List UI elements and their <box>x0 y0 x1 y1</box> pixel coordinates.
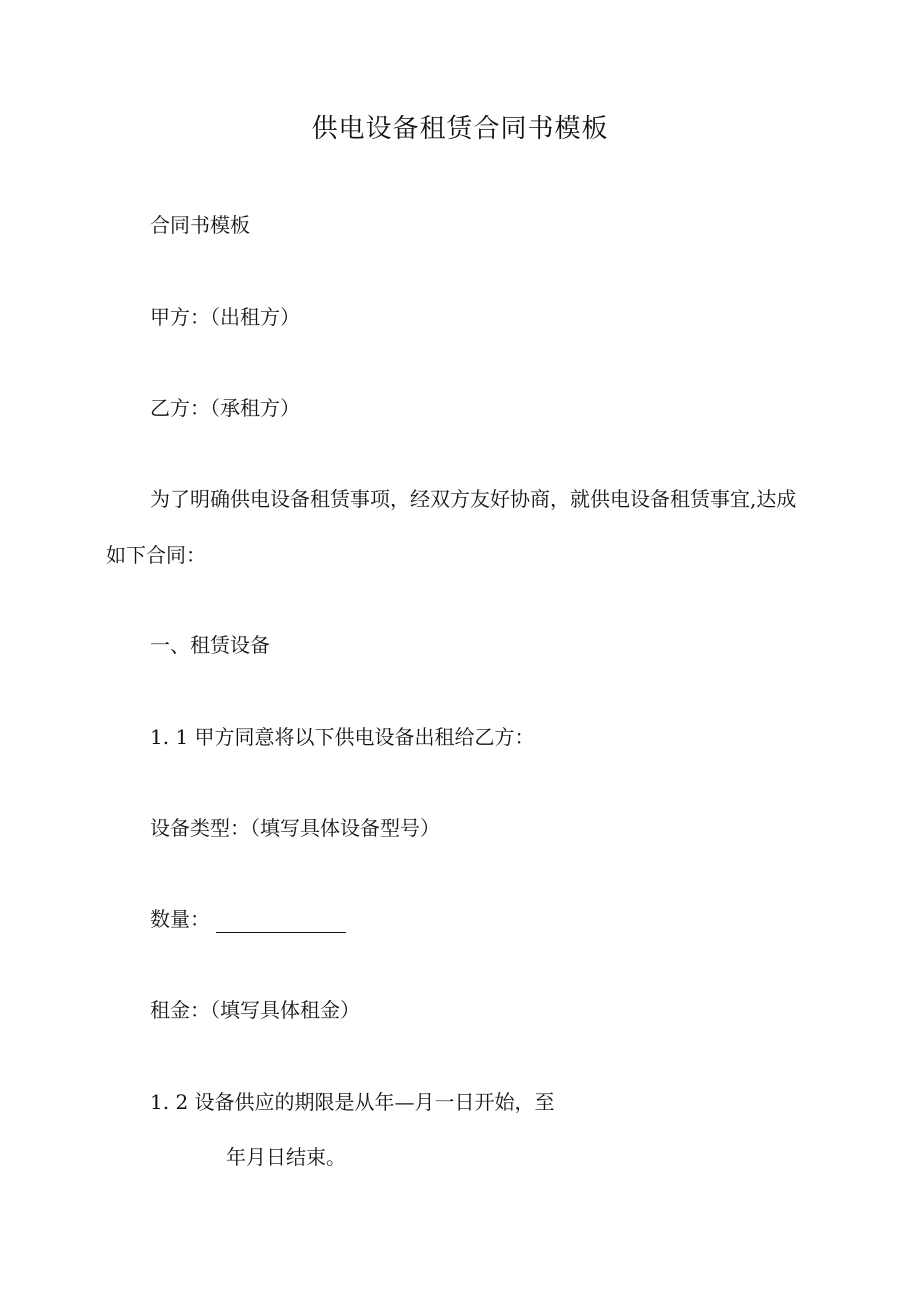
intro-paragraph-line2: 如下合同： <box>106 543 206 567</box>
subtitle: 合同书模板 <box>150 213 250 237</box>
section1-heading: 一、租赁设备 <box>150 633 270 657</box>
clause-1-2-line1: 1. 2 设备供应的期限是从年—月一日开始，至 <box>150 1090 555 1114</box>
clause-1-2-line2: 年月日结束。 <box>226 1145 346 1169</box>
party-a: 甲方：（出租方） <box>150 305 300 329</box>
rent: 租金：（填写具体租金） <box>150 998 360 1022</box>
quantity-label: 数量： <box>150 907 210 931</box>
party-b: 乙方：（承租方） <box>150 396 300 420</box>
equipment-type: 设备类型：（填写具体设备型号） <box>150 816 440 840</box>
quantity-blank-line <box>216 912 346 933</box>
intro-paragraph-line1: 为了明确供电设备租赁事项，经双方友好协商，就供电设备租赁事宜,达成 <box>150 487 797 511</box>
clause-1-1: 1. 1 甲方同意将以下供电设备出租给乙方： <box>150 725 535 749</box>
quantity-row <box>150 905 346 933</box>
document-title: 供电设备租赁合同书模板 <box>311 114 609 144</box>
